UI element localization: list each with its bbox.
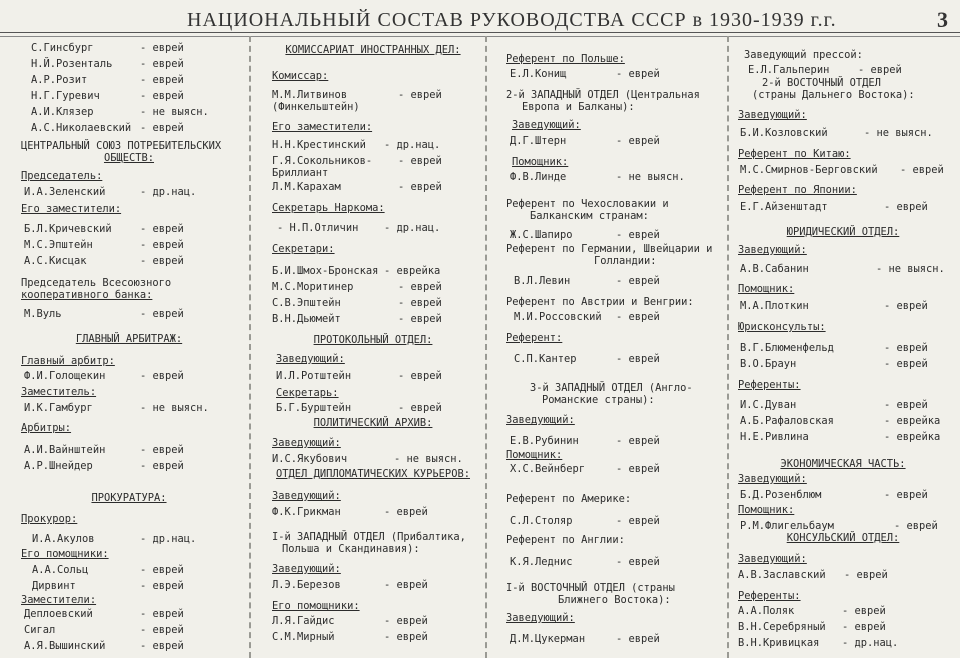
heading-text: Его помощники:	[21, 548, 109, 560]
nationality-value: - еврей	[140, 444, 184, 456]
person-name: М.Вуль	[24, 308, 62, 320]
column-3	[500, 40, 722, 655]
nationality-value: - еврей	[384, 579, 428, 591]
heading-text: Европа и Балканы):	[522, 101, 635, 113]
person-name: В.О.Браун	[740, 358, 797, 370]
heading-text: Заведующий:	[272, 563, 341, 575]
person-name: Деплоевский	[24, 608, 93, 620]
heading-text: Помощник:	[738, 283, 795, 295]
person-name: М.С.Смирнов-Берговский	[740, 164, 878, 176]
person-name: А.В.Заславский	[738, 569, 826, 581]
person-name: А.С.Николаевский	[31, 122, 132, 134]
heading-text: Референт по Чехословакии и	[506, 198, 669, 210]
person-name: В.Н.Кривицкая	[738, 637, 820, 649]
column-2	[268, 40, 478, 655]
nationality-value: - еврей	[884, 201, 928, 213]
nationality-value: - еврей	[616, 229, 660, 241]
person-name: А.А.Сольц	[32, 564, 89, 576]
person-name: Н.Й.Розенталь	[31, 58, 113, 70]
person-name: И.К.Гамбург	[24, 402, 93, 414]
person-name: А.Р.Розит	[31, 74, 88, 86]
nationality-value: - еврейка	[384, 265, 441, 277]
heading-text: Референты:	[738, 379, 801, 391]
heading-text: Секретарь:	[276, 387, 339, 399]
nationality-value: - еврей	[894, 520, 938, 532]
heading-text: Заведующий прессой:	[744, 49, 863, 61]
heading-text: Заведующий:	[272, 490, 341, 502]
person-name: Ф.И.Голощекин	[24, 370, 106, 382]
nationality-value: - еврей	[140, 460, 184, 472]
nationality-value: - еврей	[140, 255, 184, 267]
person-name: Н.Н.Крестинский	[272, 139, 366, 151]
page-number: 3	[937, 7, 948, 32]
heading-text: Комиссар:	[272, 70, 329, 82]
person-name: Е.Г.Айзенштадт	[740, 201, 828, 213]
heading-text: Заведующий:	[738, 473, 807, 485]
person-name: Х.С.Вейнберг	[510, 463, 586, 475]
person-name: С.В.Эпштейн	[272, 297, 341, 309]
nationality-value: - еврей	[140, 90, 184, 102]
heading-text: КОМИССАРИАТ ИНОСТРАННЫХ ДЕЛ:	[285, 44, 461, 56]
nationality-value: - еврей	[616, 633, 660, 645]
person-name: А.И.Вайнштейн	[24, 444, 106, 456]
nationality-value: - др.нац.	[384, 139, 441, 151]
nationality-value: - еврей	[140, 74, 184, 86]
person-name: А.В.Сабанин	[740, 263, 809, 275]
person-name: И.Л.Ротштейн	[276, 370, 352, 382]
heading-text: Секретари:	[272, 243, 335, 255]
heading-text: Бриллиант	[272, 167, 329, 179]
person-name: - Н.П.Отличин	[277, 222, 359, 234]
heading-text: Помощник:	[738, 504, 795, 516]
nationality-value: - еврей	[884, 358, 928, 370]
heading-text: Юрисконсульты:	[738, 321, 826, 333]
person-name: Б.И.Козловский	[740, 127, 828, 139]
nationality-value: - еврей	[398, 181, 442, 193]
section-heading	[268, 334, 478, 346]
nationality-value: - еврей	[616, 275, 660, 287]
person-name: К.Я.Леднис	[510, 556, 573, 568]
heading-text: Председатель:	[21, 170, 103, 182]
nationality-value: - еврей	[900, 164, 944, 176]
heading-text: 2-й ЗАПАДНЫЙ ОТДЕЛ (Центральная	[506, 89, 700, 101]
heading-text: I-й ЗАПАДНЫЙ ОТДЕЛ (Прибалтика,	[272, 531, 466, 543]
heading-text: Референт по Германии, Швейцарии и	[506, 243, 713, 255]
nationality-value: - еврей	[398, 402, 442, 414]
person-name: И.А.Акулов	[32, 533, 95, 545]
person-name: В.Г.Блюменфельд	[740, 342, 834, 354]
person-name: А.Б.Рафаловская	[740, 415, 834, 427]
document-title: НАЦИОНАЛЬНЫЙ СОСТАВ РУКОВОДСТВА СССР в 1930-1939 г.г.	[187, 9, 837, 31]
person-name: М.М.Литвинов	[272, 89, 348, 101]
heading-text: Референт:	[506, 332, 563, 344]
heading-text: Его заместители:	[272, 121, 373, 133]
heading-text: ПРОТОКОЛЬНЫЙ ОТДЕЛ:	[313, 334, 433, 346]
person-name: Б.И.Шмох-Бронская	[272, 265, 379, 277]
person-name: И.А.Зеленский	[24, 186, 106, 198]
nationality-value: - еврей	[398, 370, 442, 382]
section-heading	[268, 417, 478, 429]
nationality-value: - не выясн.	[616, 171, 685, 183]
heading-text: I-й ВОСТОЧНЫЙ ОТДЕЛ (страны	[506, 582, 675, 594]
heading-text: Арбитры:	[21, 422, 72, 434]
person-name: И.С.Якубович	[272, 453, 348, 465]
nationality-value: - еврей	[616, 68, 660, 80]
nationality-value: - еврей	[384, 615, 428, 627]
heading-text: ЦЕНТРАЛЬНЫЙ СОЮЗ ПОТРЕБИТЕЛЬСКИХ	[21, 140, 222, 152]
nationality-value: - еврей	[616, 515, 660, 527]
section-heading	[268, 44, 478, 56]
heading-text: Председатель Всесоюзного	[21, 277, 172, 289]
section-heading	[732, 532, 954, 544]
heading-text: Референт по Америке:	[506, 493, 632, 505]
column-divider	[485, 36, 487, 658]
nationality-value: - еврейка	[884, 415, 941, 427]
nationality-value: - не выясн.	[876, 263, 945, 275]
nationality-value: - еврей	[616, 311, 660, 323]
nationality-value: - еврей	[398, 89, 442, 101]
person-name: Б.Д.Розенблюм	[740, 489, 822, 501]
document-header	[0, 6, 960, 30]
person-name: Е.В.Рубинин	[510, 435, 579, 447]
nationality-value: - еврей	[844, 569, 888, 581]
nationality-value: - еврей	[140, 608, 184, 620]
column-4	[732, 40, 954, 655]
heading-text: ЮРИДИЧЕСКИЙ ОТДЕЛ:	[786, 226, 900, 238]
person-name: В.Н.Серебряный	[738, 621, 826, 633]
nationality-value: - еврей	[842, 605, 886, 617]
person-name: Л.Э.Березов	[272, 579, 341, 591]
heading-text: Помощник:	[506, 449, 563, 461]
title-rule	[0, 32, 960, 37]
nationality-value: - не выясн.	[140, 106, 209, 118]
person-name: Б.Г.Бурштейн	[276, 402, 352, 414]
heading-text: КОНСУЛЬСКИЙ ОТДЕЛ:	[786, 532, 900, 544]
heading-text: ПОЛИТИЧЕСКИЙ АРХИВ:	[313, 417, 433, 429]
heading-text: Главный арбитр:	[21, 355, 115, 367]
person-name: Е.Л.Гальперин	[748, 64, 830, 76]
heading-text: ОТДЕЛ ДИПЛОМАТИЧЕСКИХ КУРЬЕРОВ:	[276, 468, 470, 480]
person-name: А.Я.Вышинский	[24, 640, 106, 652]
heading-text: (Финкельштейн)	[272, 101, 360, 113]
nationality-value: - не выясн.	[864, 127, 933, 139]
nationality-value: - еврей	[398, 297, 442, 309]
heading-text: Ближнего Востока):	[558, 594, 671, 606]
heading-text: 2-й ВОСТОЧНЫЙ ОТДЕЛ	[762, 77, 881, 89]
nationality-value: - еврейка	[884, 431, 941, 443]
person-name: М.А.Плоткин	[740, 300, 809, 312]
heading-text: Голландии:	[594, 255, 657, 267]
heading-text: Заведующий:	[506, 414, 575, 426]
nationality-value: - еврей	[842, 621, 886, 633]
heading-text: Референт по Китаю:	[738, 148, 851, 160]
nationality-value: - не выясн.	[394, 453, 463, 465]
person-name: Н.Г.Гуревич	[31, 90, 100, 102]
heading-text: Референт по Японии:	[738, 184, 857, 196]
person-name: С.П.Кантер	[514, 353, 577, 365]
person-name: Б.Л.Кричевский	[24, 223, 112, 235]
person-name: А.Р.Шнейдер	[24, 460, 93, 472]
nationality-value: - еврей	[140, 580, 184, 592]
heading-text: 3-й ЗАПАДНЫЙ ОТДЕЛ (Англо-	[530, 382, 693, 394]
heading-text: ЭКОНОМИЧЕСКАЯ ЧАСТЬ:	[780, 458, 906, 470]
person-name: В.Л.Левин	[514, 275, 571, 287]
nationality-value: - еврей	[616, 435, 660, 447]
person-name: Л.М.Карахам	[272, 181, 341, 193]
section-heading	[732, 226, 954, 238]
nationality-value: - еврей	[884, 399, 928, 411]
heading-text: Референт по Польше:	[506, 53, 625, 65]
section-heading	[14, 152, 244, 164]
person-name: А.А.Поляк	[738, 605, 795, 617]
person-name: Сигал	[24, 624, 56, 636]
heading-text: ПРОКУРАТУРА:	[91, 492, 167, 504]
heading-text: Заведующий:	[738, 553, 807, 565]
person-name: Ф.В.Линде	[510, 171, 567, 183]
nationality-value: - еврей	[884, 300, 928, 312]
nationality-value: - еврей	[384, 631, 428, 643]
person-name: М.И.Россовский	[514, 311, 602, 323]
nationality-value: - еврей	[398, 155, 442, 167]
person-name: Д.Г.Штерн	[510, 135, 567, 147]
person-name: С.М.Мирный	[272, 631, 335, 643]
person-name: Р.М.Флигельбаум	[740, 520, 834, 532]
heading-text: Заведующий:	[738, 109, 807, 121]
nationality-value: - еврей	[140, 624, 184, 636]
person-name: Ф.К.Грикман	[272, 506, 341, 518]
nationality-value: - еврей	[384, 506, 428, 518]
person-name: Ж.С.Шапиро	[510, 229, 573, 241]
heading-text: Романские страны):	[542, 394, 655, 406]
heading-text: кооперативного банка:	[21, 289, 153, 301]
heading-text: Референт по Англии:	[506, 534, 625, 546]
nationality-value: - еврей	[140, 640, 184, 652]
nationality-value: - еврей	[140, 370, 184, 382]
person-name: М.С.Моритинер	[272, 281, 354, 293]
nationality-value: - еврей	[884, 489, 928, 501]
heading-text: Заведующий:	[512, 119, 581, 131]
heading-text: Референт по Австрии и Венгрии:	[506, 296, 694, 308]
heading-text: Заведующий:	[272, 437, 341, 449]
heading-text: Референты:	[738, 590, 801, 602]
heading-text: Заведующий:	[506, 612, 575, 624]
section-heading	[268, 468, 478, 480]
nationality-value: - не выясн.	[140, 402, 209, 414]
nationality-value: - еврей	[140, 58, 184, 70]
section-heading	[732, 458, 954, 470]
nationality-value: - др.нац.	[140, 533, 197, 545]
heading-text: Прокурор:	[21, 513, 78, 525]
nationality-value: - еврей	[140, 239, 184, 251]
heading-text: (страны Дальнего Востока):	[752, 89, 915, 101]
heading-text: Помощник:	[512, 156, 569, 168]
nationality-value: - др.нац.	[842, 637, 899, 649]
person-name: И.С.Дуван	[740, 399, 797, 411]
nationality-value: - еврей	[140, 223, 184, 235]
heading-text: Заместитель:	[21, 386, 97, 398]
nationality-value: - еврей	[140, 564, 184, 576]
heading-text: ГЛАВНЫЙ АРБИТРАЖ:	[75, 333, 183, 345]
person-name: Г.Я.Сокольников-	[272, 155, 373, 167]
nationality-value: - еврей	[616, 463, 660, 475]
nationality-value: - др.нац.	[384, 222, 441, 234]
section-heading	[14, 333, 244, 345]
person-name: Дирвинт	[32, 580, 76, 592]
nationality-value: - еврей	[140, 122, 184, 134]
heading-text: Заместители:	[21, 594, 97, 606]
nationality-value: - еврей	[140, 308, 184, 320]
nationality-value: - еврей	[858, 64, 902, 76]
person-name: Н.Е.Ривлина	[740, 431, 809, 443]
person-name: Д.М.Цукерман	[510, 633, 586, 645]
person-name: М.С.Эпштейн	[24, 239, 93, 251]
person-name: В.Н.Дьюмейт	[272, 313, 341, 325]
heading-text: Его заместители:	[21, 203, 122, 215]
person-name: Е.Л.Конищ	[510, 68, 567, 80]
nationality-value: - др.нац.	[140, 186, 197, 198]
heading-text: Секретарь Наркома:	[272, 202, 385, 214]
heading-text: ОБЩЕСТВ:	[103, 152, 155, 164]
nationality-value: - еврей	[616, 556, 660, 568]
column-1	[14, 40, 244, 655]
person-name: Л.Я.Гайдис	[272, 615, 335, 627]
person-name: С.Гинсбург	[31, 42, 94, 54]
section-heading	[14, 492, 244, 504]
person-name: С.Л.Столяр	[510, 515, 573, 527]
heading-text: Заведующий:	[738, 244, 807, 256]
column-divider	[249, 36, 251, 658]
column-divider	[727, 36, 729, 658]
nationality-value: - еврей	[398, 281, 442, 293]
person-name: А.И.Клязер	[31, 106, 94, 118]
heading-text: Балканским странам:	[530, 210, 649, 222]
heading-text: Польша и Скандинавия):	[282, 543, 420, 555]
nationality-value: - еврей	[884, 342, 928, 354]
nationality-value: - еврей	[616, 353, 660, 365]
heading-text: Его помощники:	[272, 600, 360, 612]
nationality-value: - еврей	[616, 135, 660, 147]
heading-text: Заведующий:	[276, 353, 345, 365]
nationality-value: - еврей	[398, 313, 442, 325]
nationality-value: - еврей	[140, 42, 184, 54]
person-name: А.С.Кисцак	[24, 255, 87, 267]
